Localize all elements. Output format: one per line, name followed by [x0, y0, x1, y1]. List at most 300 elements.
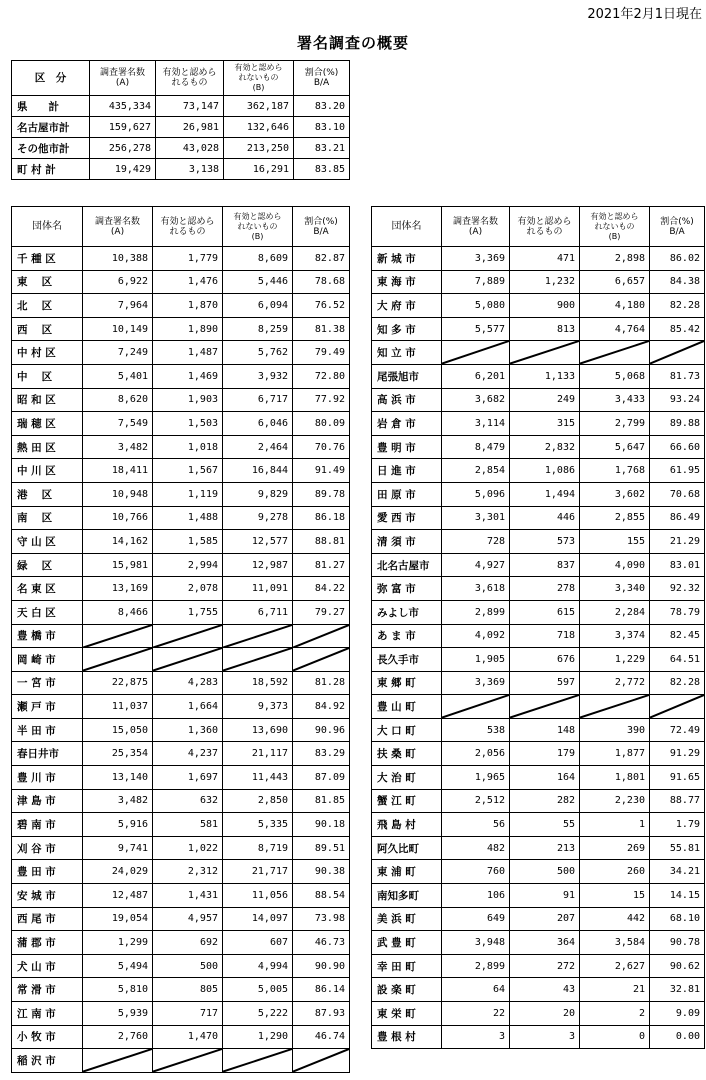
valid-count: 1,469	[153, 364, 223, 388]
entity-name: 知 立 市	[372, 341, 442, 365]
ratio-value: 9.09	[650, 1002, 705, 1026]
header-surveyed: 調査署名数 (A)	[90, 61, 156, 96]
entity-name: 新 城 市	[372, 247, 442, 271]
table-row	[372, 412, 705, 436]
entity-name: 大 治 町	[372, 766, 442, 790]
table-row	[12, 412, 350, 436]
ratio-value: 0.00	[650, 1025, 705, 1049]
entity-name: 東 浦 町	[372, 860, 442, 884]
valid-count: 2,078	[153, 577, 223, 601]
table-row	[372, 648, 705, 672]
surveyed-count: 256,278	[90, 138, 156, 159]
surveyed-count: 2,512	[442, 789, 510, 813]
invalid-count: 6,046	[223, 412, 293, 436]
surveyed-count: 538	[442, 718, 510, 742]
invalid-count: 260	[580, 860, 650, 884]
entity-name: 江 南 市	[12, 1002, 83, 1026]
surveyed-count: 2,899	[442, 600, 510, 624]
entity-name: 東 区	[12, 270, 83, 294]
entity-name: 瀬 戸 市	[12, 695, 83, 719]
invalid-count: 2,772	[580, 671, 650, 695]
entity-name: 豊 橋 市	[12, 624, 83, 648]
invalid-count: 2,898	[580, 247, 650, 271]
table-row	[372, 388, 705, 412]
entity-name: みよし市	[372, 600, 442, 624]
table-row	[12, 530, 350, 554]
entity-name: 西 尾 市	[12, 907, 83, 931]
not-applicable-cell	[83, 624, 153, 648]
valid-count: 632	[153, 789, 223, 813]
diagonal-line-icon	[650, 695, 704, 718]
entity-name: あ ま 市	[372, 624, 442, 648]
entity-name: 港 区	[12, 482, 83, 506]
entity-name: 豊 山 町	[372, 695, 442, 719]
invalid-count: 4,994	[223, 954, 293, 978]
surveyed-count: 5,494	[83, 954, 153, 978]
table-row	[12, 718, 350, 742]
invalid-count: 11,091	[223, 577, 293, 601]
valid-count: 91	[510, 884, 580, 908]
ratio-value: 83.85	[294, 159, 350, 180]
entity-name: 南 区	[12, 506, 83, 530]
invalid-count: 5,335	[223, 813, 293, 837]
valid-count: 1,779	[153, 247, 223, 271]
entity-name: 日 進 市	[372, 459, 442, 483]
surveyed-count: 22	[442, 1002, 510, 1026]
valid-count: 1,503	[153, 412, 223, 436]
valid-count: 364	[510, 931, 580, 955]
not-applicable-cell	[650, 695, 705, 719]
valid-count: 597	[510, 671, 580, 695]
invalid-count: 11,443	[223, 766, 293, 790]
table-row	[372, 718, 705, 742]
valid-count: 446	[510, 506, 580, 530]
invalid-count: 5,222	[223, 1002, 293, 1026]
table-row	[372, 459, 705, 483]
entity-name: 長久手市	[372, 648, 442, 672]
ratio-value: 81.27	[293, 553, 350, 577]
header-invalid: 有効と認めら れないもの (B)	[224, 61, 294, 96]
surveyed-count: 3,114	[442, 412, 510, 436]
valid-count: 3	[510, 1025, 580, 1049]
invalid-count: 362,187	[224, 96, 294, 117]
table-row	[372, 506, 705, 530]
diagonal-line-icon	[83, 625, 152, 648]
header-entity: 団体名	[372, 207, 442, 247]
surveyed-count: 106	[442, 884, 510, 908]
valid-count: 1,755	[153, 600, 223, 624]
header-surveyed: 調査署名数 (A)	[442, 207, 510, 247]
report-date: 2021年2月1日現在	[587, 7, 702, 22]
entity-name: 高 浜 市	[372, 388, 442, 412]
valid-count: 272	[510, 954, 580, 978]
header-valid: 有効と認めら れるもの	[156, 61, 224, 96]
ratio-value: 70.68	[650, 482, 705, 506]
left-header-row	[12, 207, 350, 247]
table-row	[12, 648, 350, 672]
table-row	[12, 435, 350, 459]
entity-name: 一 宮 市	[12, 671, 83, 695]
valid-count: 581	[153, 813, 223, 837]
valid-count: 1,232	[510, 270, 580, 294]
surveyed-count: 6,201	[442, 364, 510, 388]
table-row	[12, 270, 350, 294]
diagonal-line-icon	[153, 648, 222, 671]
table-row	[12, 789, 350, 813]
table-row	[372, 860, 705, 884]
entity-name: 安 城 市	[12, 884, 83, 908]
invalid-count: 8,609	[223, 247, 293, 271]
valid-count: 1,488	[153, 506, 223, 530]
entity-name: 東 海 市	[372, 270, 442, 294]
valid-count: 900	[510, 294, 580, 318]
header-category: 区 分	[12, 61, 90, 96]
table-row	[12, 884, 350, 908]
surveyed-count: 22,875	[83, 671, 153, 695]
table-row	[12, 506, 350, 530]
surveyed-count: 2,760	[83, 1025, 153, 1049]
surveyed-count: 8,466	[83, 600, 153, 624]
surveyed-count: 12,487	[83, 884, 153, 908]
surveyed-count: 56	[442, 813, 510, 837]
ratio-value: 82.28	[650, 294, 705, 318]
ratio-value: 83.21	[294, 138, 350, 159]
entity-name: 岡 崎 市	[12, 648, 83, 672]
entity-name: 大 口 町	[372, 718, 442, 742]
invalid-count: 2,799	[580, 412, 650, 436]
surveyed-count: 760	[442, 860, 510, 884]
table-row	[12, 907, 350, 931]
table-row	[372, 789, 705, 813]
ratio-value: 34.21	[650, 860, 705, 884]
valid-count: 164	[510, 766, 580, 790]
ratio-value: 85.42	[650, 317, 705, 341]
invalid-count: 5,446	[223, 270, 293, 294]
surveyed-count: 5,810	[83, 978, 153, 1002]
invalid-count: 1	[580, 813, 650, 837]
invalid-count: 3,340	[580, 577, 650, 601]
header-valid: 有効と認めら れるもの	[153, 207, 223, 247]
entity-name: 豊 根 村	[372, 1025, 442, 1049]
right-header-row	[372, 207, 705, 247]
ratio-value: 78.68	[293, 270, 350, 294]
table-row	[12, 1049, 350, 1073]
entity-name: 大 府 市	[372, 294, 442, 318]
entity-name: 刈 谷 市	[12, 836, 83, 860]
header-ratio: 割合(%) B/A	[294, 61, 350, 96]
ratio-value: 90.18	[293, 813, 350, 837]
valid-count: 813	[510, 317, 580, 341]
ratio-value: 87.93	[293, 1002, 350, 1026]
not-applicable-cell	[293, 1049, 350, 1073]
invalid-count: 1,877	[580, 742, 650, 766]
surveyed-count: 13,169	[83, 577, 153, 601]
valid-count: 43	[510, 978, 580, 1002]
surveyed-count: 8,620	[83, 388, 153, 412]
valid-count: 1,890	[153, 317, 223, 341]
not-applicable-cell	[83, 648, 153, 672]
ratio-value: 90.96	[293, 718, 350, 742]
valid-count: 2,832	[510, 435, 580, 459]
ratio-value: 86.18	[293, 506, 350, 530]
surveyed-count: 8,479	[442, 435, 510, 459]
table-row	[12, 553, 350, 577]
ratio-value: 68.10	[650, 907, 705, 931]
table-row	[12, 138, 350, 159]
valid-count: 213	[510, 836, 580, 860]
entity-name: 北名古屋市	[372, 553, 442, 577]
surveyed-count: 3,618	[442, 577, 510, 601]
surveyed-count: 5,096	[442, 482, 510, 506]
entity-name: 春日井市	[12, 742, 83, 766]
valid-count: 1,664	[153, 695, 223, 719]
ratio-value: 84.38	[650, 270, 705, 294]
table-row	[12, 159, 350, 180]
table-row	[372, 553, 705, 577]
surveyed-count: 25,354	[83, 742, 153, 766]
ratio-value: 93.24	[650, 388, 705, 412]
table-row	[372, 884, 705, 908]
invalid-count: 5,068	[580, 364, 650, 388]
surveyed-count: 4,927	[442, 553, 510, 577]
entity-name: 犬 山 市	[12, 954, 83, 978]
valid-count: 718	[510, 624, 580, 648]
ratio-value: 83.01	[650, 553, 705, 577]
ratio-value: 78.79	[650, 600, 705, 624]
invalid-count: 2,284	[580, 600, 650, 624]
entity-name: 稲 沢 市	[12, 1049, 83, 1073]
valid-count: 1,567	[153, 459, 223, 483]
valid-count: 573	[510, 530, 580, 554]
invalid-count: 16,291	[224, 159, 294, 180]
valid-count: 73,147	[156, 96, 224, 117]
diagonal-line-icon	[293, 1049, 349, 1072]
not-applicable-cell	[650, 341, 705, 365]
ratio-value: 90.90	[293, 954, 350, 978]
table-row	[12, 577, 350, 601]
header-ratio: 割合(%) B/A	[650, 207, 705, 247]
table-row	[12, 317, 350, 341]
table-row	[12, 813, 350, 837]
entity-name: 阿久比町	[372, 836, 442, 860]
table-row	[372, 364, 705, 388]
table-row	[12, 931, 350, 955]
invalid-count: 21,717	[223, 860, 293, 884]
valid-count: 1,431	[153, 884, 223, 908]
header-invalid: 有効と認めら れないもの (B)	[223, 207, 293, 247]
table-row	[12, 1025, 350, 1049]
table-row	[12, 600, 350, 624]
valid-count: 1,870	[153, 294, 223, 318]
table-row	[12, 1002, 350, 1026]
diagonal-line-icon	[442, 695, 509, 718]
surveyed-count: 9,741	[83, 836, 153, 860]
diagonal-line-icon	[510, 341, 579, 364]
summary-header-row	[12, 61, 350, 96]
entity-name: 中 川 区	[12, 459, 83, 483]
diagonal-line-icon	[510, 695, 579, 718]
invalid-count: 4,180	[580, 294, 650, 318]
entity-name: 津 島 市	[12, 789, 83, 813]
surveyed-count: 159,627	[90, 117, 156, 138]
table-row	[372, 813, 705, 837]
valid-count: 43,028	[156, 138, 224, 159]
table-row	[372, 695, 705, 719]
invalid-count: 3,374	[580, 624, 650, 648]
invalid-count: 6,717	[223, 388, 293, 412]
entity-name: 県 計	[12, 96, 90, 117]
entity-name: 中 区	[12, 364, 83, 388]
valid-count: 615	[510, 600, 580, 624]
not-applicable-cell	[580, 341, 650, 365]
table-row	[372, 931, 705, 955]
entity-name: 豊 川 市	[12, 766, 83, 790]
valid-count: 692	[153, 931, 223, 955]
not-applicable-cell	[510, 341, 580, 365]
entity-name: 名 東 区	[12, 577, 83, 601]
valid-count: 676	[510, 648, 580, 672]
surveyed-count: 3,482	[83, 435, 153, 459]
invalid-count: 155	[580, 530, 650, 554]
ratio-value: 86.02	[650, 247, 705, 271]
diagonal-line-icon	[223, 648, 292, 671]
diagonal-line-icon	[153, 625, 222, 648]
not-applicable-cell	[153, 648, 223, 672]
not-applicable-cell	[442, 341, 510, 365]
table-row	[372, 482, 705, 506]
valid-count: 1,022	[153, 836, 223, 860]
page-title: 署名調査の概要	[296, 34, 409, 52]
entity-name: 蟹 江 町	[372, 789, 442, 813]
entity-name: 常 滑 市	[12, 978, 83, 1002]
not-applicable-cell	[223, 648, 293, 672]
table-row	[12, 388, 350, 412]
surveyed-count: 3,369	[442, 671, 510, 695]
valid-count: 1,903	[153, 388, 223, 412]
valid-count: 2,312	[153, 860, 223, 884]
ratio-value: 86.14	[293, 978, 350, 1002]
diagonal-line-icon	[580, 695, 649, 718]
surveyed-count: 11,037	[83, 695, 153, 719]
surveyed-count: 728	[442, 530, 510, 554]
ratio-value: 88.77	[650, 789, 705, 813]
not-applicable-cell	[580, 695, 650, 719]
valid-count: 1,697	[153, 766, 223, 790]
valid-count: 471	[510, 247, 580, 271]
diagonal-line-icon	[223, 1049, 292, 1072]
invalid-count: 2,230	[580, 789, 650, 813]
invalid-count: 12,987	[223, 553, 293, 577]
ratio-value: 91.65	[650, 766, 705, 790]
entity-name: 豊 田 市	[12, 860, 83, 884]
valid-count: 1,018	[153, 435, 223, 459]
surveyed-count: 19,054	[83, 907, 153, 931]
invalid-count: 3,602	[580, 482, 650, 506]
surveyed-count: 5,916	[83, 813, 153, 837]
valid-count: 179	[510, 742, 580, 766]
entity-name: 小 牧 市	[12, 1025, 83, 1049]
ratio-value: 86.49	[650, 506, 705, 530]
invalid-count: 1,768	[580, 459, 650, 483]
table-row	[12, 624, 350, 648]
not-applicable-cell	[293, 624, 350, 648]
table-row	[12, 742, 350, 766]
entity-name: 蒲 郡 市	[12, 931, 83, 955]
valid-count: 837	[510, 553, 580, 577]
ratio-value: 14.15	[650, 884, 705, 908]
ratio-value: 84.22	[293, 577, 350, 601]
ratio-value: 32.81	[650, 978, 705, 1002]
surveyed-count: 10,388	[83, 247, 153, 271]
invalid-count: 0	[580, 1025, 650, 1049]
ratio-value: 90.78	[650, 931, 705, 955]
diagonal-line-icon	[83, 648, 152, 671]
entity-name: その他市計	[12, 138, 90, 159]
surveyed-count: 10,766	[83, 506, 153, 530]
valid-count: 1,585	[153, 530, 223, 554]
table-row	[12, 695, 350, 719]
invalid-count: 2,855	[580, 506, 650, 530]
invalid-count: 3,584	[580, 931, 650, 955]
invalid-count: 11,056	[223, 884, 293, 908]
table-row	[372, 1002, 705, 1026]
table-row	[372, 577, 705, 601]
invalid-count: 5,762	[223, 341, 293, 365]
table-row	[372, 836, 705, 860]
invalid-count: 132,646	[224, 117, 294, 138]
ratio-value: 88.81	[293, 530, 350, 554]
invalid-count: 6,094	[223, 294, 293, 318]
invalid-count: 3,433	[580, 388, 650, 412]
ratio-value: 80.09	[293, 412, 350, 436]
entity-name: 豊 明 市	[372, 435, 442, 459]
table-row	[372, 294, 705, 318]
surveyed-count: 7,964	[83, 294, 153, 318]
table-row	[12, 978, 350, 1002]
valid-count: 2,994	[153, 553, 223, 577]
surveyed-count: 5,080	[442, 294, 510, 318]
entity-name: 千 種 区	[12, 247, 83, 271]
invalid-count: 8,719	[223, 836, 293, 860]
not-applicable-cell	[510, 695, 580, 719]
surveyed-count: 7,249	[83, 341, 153, 365]
table-row	[372, 624, 705, 648]
header-invalid: 有効と認めら れないもの (B)	[580, 207, 650, 247]
table-row	[12, 482, 350, 506]
ratio-value: 46.74	[293, 1025, 350, 1049]
table-row	[12, 954, 350, 978]
surveyed-count: 649	[442, 907, 510, 931]
ratio-value: 84.92	[293, 695, 350, 719]
ratio-value: 87.09	[293, 766, 350, 790]
ratio-value: 82.87	[293, 247, 350, 271]
invalid-count: 607	[223, 931, 293, 955]
surveyed-count: 5,401	[83, 364, 153, 388]
surveyed-count: 3,369	[442, 247, 510, 271]
ratio-value: 89.78	[293, 482, 350, 506]
ratio-value: 73.98	[293, 907, 350, 931]
ratio-value: 92.32	[650, 577, 705, 601]
invalid-count: 2,627	[580, 954, 650, 978]
entity-name: 美 浜 町	[372, 907, 442, 931]
valid-count: 315	[510, 412, 580, 436]
invalid-count: 8,259	[223, 317, 293, 341]
not-applicable-cell	[83, 1049, 153, 1073]
table-row	[372, 270, 705, 294]
surveyed-count: 5,939	[83, 1002, 153, 1026]
diagonal-line-icon	[153, 1049, 222, 1072]
invalid-count: 12,577	[223, 530, 293, 554]
